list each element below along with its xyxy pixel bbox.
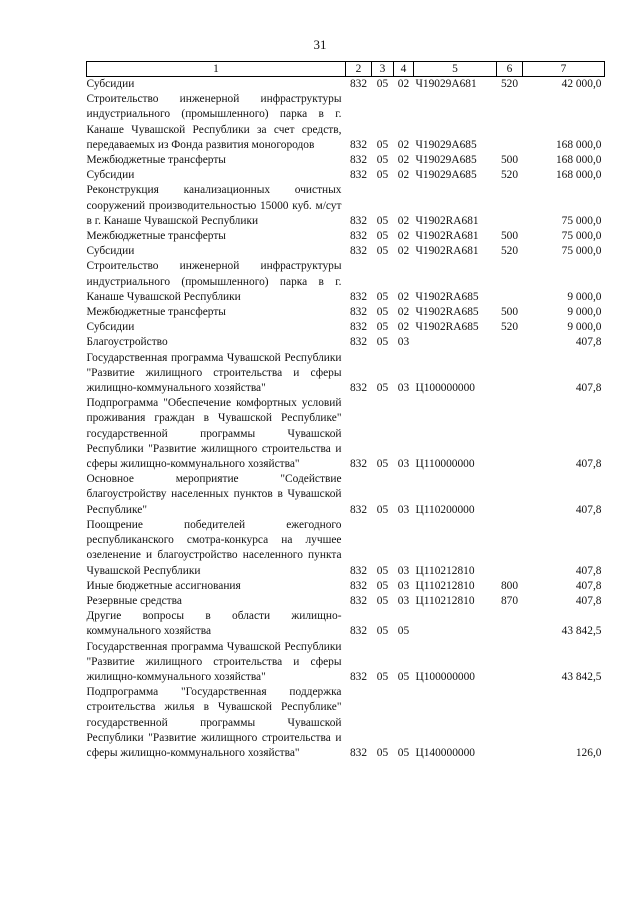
row-expense-type [497,472,523,518]
table-row [87,351,605,397]
row-section-code: 05 [376,230,389,243]
table-row [87,92,605,153]
header-col-7: 7 [523,62,605,77]
row-expense-type [497,396,523,472]
row-section-code: 05 [376,138,389,151]
row-target-article: Ц110000000 [415,458,475,471]
row-ministry-code: 832 [349,214,368,227]
table-row [87,335,605,350]
row-target-article: Ч1902RA681 [415,245,479,258]
row-ministry-code: 832 [349,306,368,319]
header-col-2: 2 [346,62,372,77]
row-ministry-code: 832 [349,245,368,258]
row-subsection-code: 03 [397,594,410,607]
row-section-code: 05 [376,336,389,349]
row-amount: 9 000,0 [567,306,602,319]
row-subsection-code: 02 [397,245,410,258]
row-name: Субсидии [86,245,135,258]
row-subsection-code: 02 [397,214,410,227]
row-target-article: Ч1902RA681 [415,230,479,243]
row-ministry-code: 832 [349,78,368,90]
row-name: Другие вопросы в области жилищно-коммунального хозяйства [86,610,342,638]
row-ministry-code: 832 [349,594,368,607]
table-row [87,396,605,472]
row-target-article: Ц110212810 [415,564,475,577]
row-amount: 407,8 [575,594,602,607]
row-subsection-code: 02 [397,290,410,303]
row-section-code: 05 [376,503,389,516]
row-amount: 168 000,0 [555,154,602,167]
row-target-article [414,609,497,639]
row-amount: 407,8 [575,336,602,349]
row-expense-type [497,351,523,397]
row-expense-type [497,183,523,229]
row-subsection-code: 02 [397,306,410,319]
header-col-1: 1 [87,62,346,77]
row-subsection-code: 03 [397,382,410,395]
row-subsection-code: 03 [397,564,410,577]
row-name: Иные бюджетные ассигнования [86,579,241,592]
row-section-code: 05 [376,306,389,319]
table-row [87,77,605,93]
row-target-article: Ч19029А681 [415,78,477,90]
row-target-article: Ч19029А685 [415,169,477,182]
budget-table [86,61,605,761]
table-row [87,609,605,639]
row-name: Межбюджетные трансферты [86,154,226,167]
row-name: Субсидии [86,321,135,334]
row-amount: 75 000,0 [561,230,602,243]
row-name: Межбюджетные трансферты [86,306,226,319]
row-section-code: 05 [376,625,389,638]
row-expense-type: 520 [500,245,519,258]
row-target-article: Ц110212810 [415,579,475,592]
row-name: Субсидии [86,78,135,90]
row-amount: 168 000,0 [555,169,602,182]
row-ministry-code: 832 [349,503,368,516]
row-expense-type [497,518,523,579]
table-row [87,183,605,229]
row-section-code: 05 [376,154,389,167]
table-row [87,153,605,168]
row-section-code: 05 [376,579,389,592]
table-row [87,640,605,686]
row-target-article: Ц140000000 [415,746,475,759]
table-row [87,305,605,320]
row-name: Строительство инженерной инфраструктуры индустриального (промышленного) парка в г. Канаше Чувашской Республики [86,260,342,303]
row-target-article [414,335,497,350]
row-name: Государственная программа Чувашской Республики "Развитие жилищного строительства и сферы жилищно-коммунального хозяйства" [86,351,342,395]
row-expense-type [497,92,523,153]
row-expense-type: 500 [500,230,519,243]
row-amount: 75 000,0 [561,245,602,258]
table-row [87,579,605,594]
row-amount: 42 000,0 [561,78,602,90]
row-ministry-code: 832 [349,230,368,243]
row-target-article: Ц100000000 [415,382,475,395]
row-expense-type: 800 [500,579,519,592]
row-ministry-code: 832 [349,290,368,303]
table-row [87,244,605,259]
row-section-code: 05 [376,382,389,395]
row-section-code: 05 [376,78,389,90]
row-name: Государственная программа Чувашской Республики "Развитие жилищного строительства и сферы жилищно-коммунального хозяйства" [86,640,342,683]
row-ministry-code: 832 [349,670,368,683]
row-amount: 75 000,0 [561,214,602,227]
row-expense-type [497,640,523,686]
table-row [87,518,605,579]
row-subsection-code: 05 [397,625,410,638]
row-section-code: 05 [376,245,389,258]
row-section-code: 05 [376,169,389,182]
row-section-code: 05 [376,321,389,334]
row-ministry-code: 832 [349,458,368,471]
row-amount: 43 842,5 [561,625,602,638]
row-subsection-code: 02 [397,169,410,182]
row-amount: 9 000,0 [567,290,602,303]
row-target-article: Ч1902RA685 [415,290,479,303]
row-ministry-code: 832 [349,154,368,167]
page-number: 31 [313,37,327,52]
row-expense-type: 500 [500,154,519,167]
row-target-article: Ц100000000 [415,670,475,683]
row-subsection-code: 05 [397,746,410,759]
table-header-row [87,62,605,77]
row-expense-type: 500 [500,306,519,319]
row-ministry-code: 832 [349,579,368,592]
row-name: Строительство инженерной инфраструктуры индустриального (промышленного) парка в г. Канаше Чувашской Республики за счет средств, передаваемых из Фонда развития моногородов [86,93,342,151]
row-amount: 407,8 [575,382,602,395]
row-target-article: Ц110200000 [415,503,475,516]
header-col-4: 4 [394,62,414,77]
header-col-3: 3 [372,62,394,77]
row-amount: 407,8 [575,503,602,516]
row-expense-type [497,259,523,305]
row-subsection-code: 03 [397,503,410,516]
row-ministry-code: 832 [349,169,368,182]
table-row [87,320,605,335]
row-subsection-code: 03 [397,458,410,471]
row-subsection-code: 05 [397,670,410,683]
row-target-article: Ч1902RA685 [415,306,479,319]
table-row [87,168,605,183]
row-amount: 43 842,5 [561,670,602,683]
row-expense-type [497,685,523,761]
row-expense-type: 870 [500,594,519,607]
row-section-code: 05 [376,670,389,683]
row-name: Подпрограмма "Государственная поддержка строительства жилья в Чувашской Республике" государственной программы Чувашской Республики "Развитие жилищного строительства и сферы жилищно-коммунального хозяйства" [86,686,342,759]
table-row [87,685,605,761]
row-section-code: 05 [376,458,389,471]
row-section-code: 05 [376,746,389,759]
row-expense-type: 520 [500,78,519,90]
row-subsection-code: 03 [397,579,410,592]
row-ministry-code: 832 [349,336,368,349]
row-section-code: 05 [376,594,389,607]
row-expense-type [497,609,523,639]
row-section-code: 05 [376,214,389,227]
row-subsection-code: 02 [397,154,410,167]
row-expense-type: 520 [500,321,519,334]
row-ministry-code: 832 [349,382,368,395]
row-name: Резервные средства [86,594,182,607]
table-row [87,259,605,305]
row-target-article: Ч19029А685 [415,138,477,151]
row-target-article: Ч1902RA685 [415,321,479,334]
row-name: Субсидии [86,169,135,182]
row-ministry-code: 832 [349,564,368,577]
row-target-article: Ч19029А685 [415,154,477,167]
row-ministry-code: 832 [349,321,368,334]
row-subsection-code: 03 [397,336,410,349]
row-subsection-code: 02 [397,230,410,243]
row-name: Подпрограмма "Обеспечение комфортных условий проживания граждан в Чувашской Республике" государственной программы Чувашской Республики "Развитие жилищного строительства и сферы жилищно-коммунального хозяйства" [86,397,342,471]
row-section-code: 05 [376,290,389,303]
row-name: Реконструкция канализационных очистных сооружений производительностью 15000 куб. м/сут в г. Канаше Чувашской Республики [86,184,342,227]
row-amount: 9 000,0 [567,321,602,334]
row-expense-type [497,335,523,350]
table-row [87,472,605,518]
row-amount: 126,0 [575,746,602,759]
row-target-article: Ц110212810 [415,594,475,607]
row-name: Благоустройство [86,336,168,349]
table-row [87,594,605,609]
row-section-code: 05 [376,564,389,577]
row-name: Основное мероприятие "Содействие благоустройству населенных пунктов в Чувашской Республике" [86,473,342,516]
row-ministry-code: 832 [349,625,368,638]
row-amount: 407,8 [575,564,602,577]
row-amount: 407,8 [575,579,602,592]
table-row [87,229,605,244]
row-subsection-code: 02 [397,78,410,90]
row-ministry-code: 832 [349,138,368,151]
row-name: Межбюджетные трансферты [86,230,226,243]
row-subsection-code: 02 [397,138,410,151]
row-target-article: Ч1902RA681 [415,214,479,227]
row-ministry-code: 832 [349,746,368,759]
header-col-5: 5 [414,62,497,77]
row-subsection-code: 02 [397,321,410,334]
row-name: Поощрение победителей ежегодного республиканского смотра-конкурса на лучшее озеленение и благоустройство населенного пункта Чувашской Республики [86,518,342,577]
header-col-6: 6 [497,62,523,77]
row-amount: 168 000,0 [555,138,602,151]
row-expense-type: 520 [500,169,519,182]
row-amount: 407,8 [575,458,602,471]
